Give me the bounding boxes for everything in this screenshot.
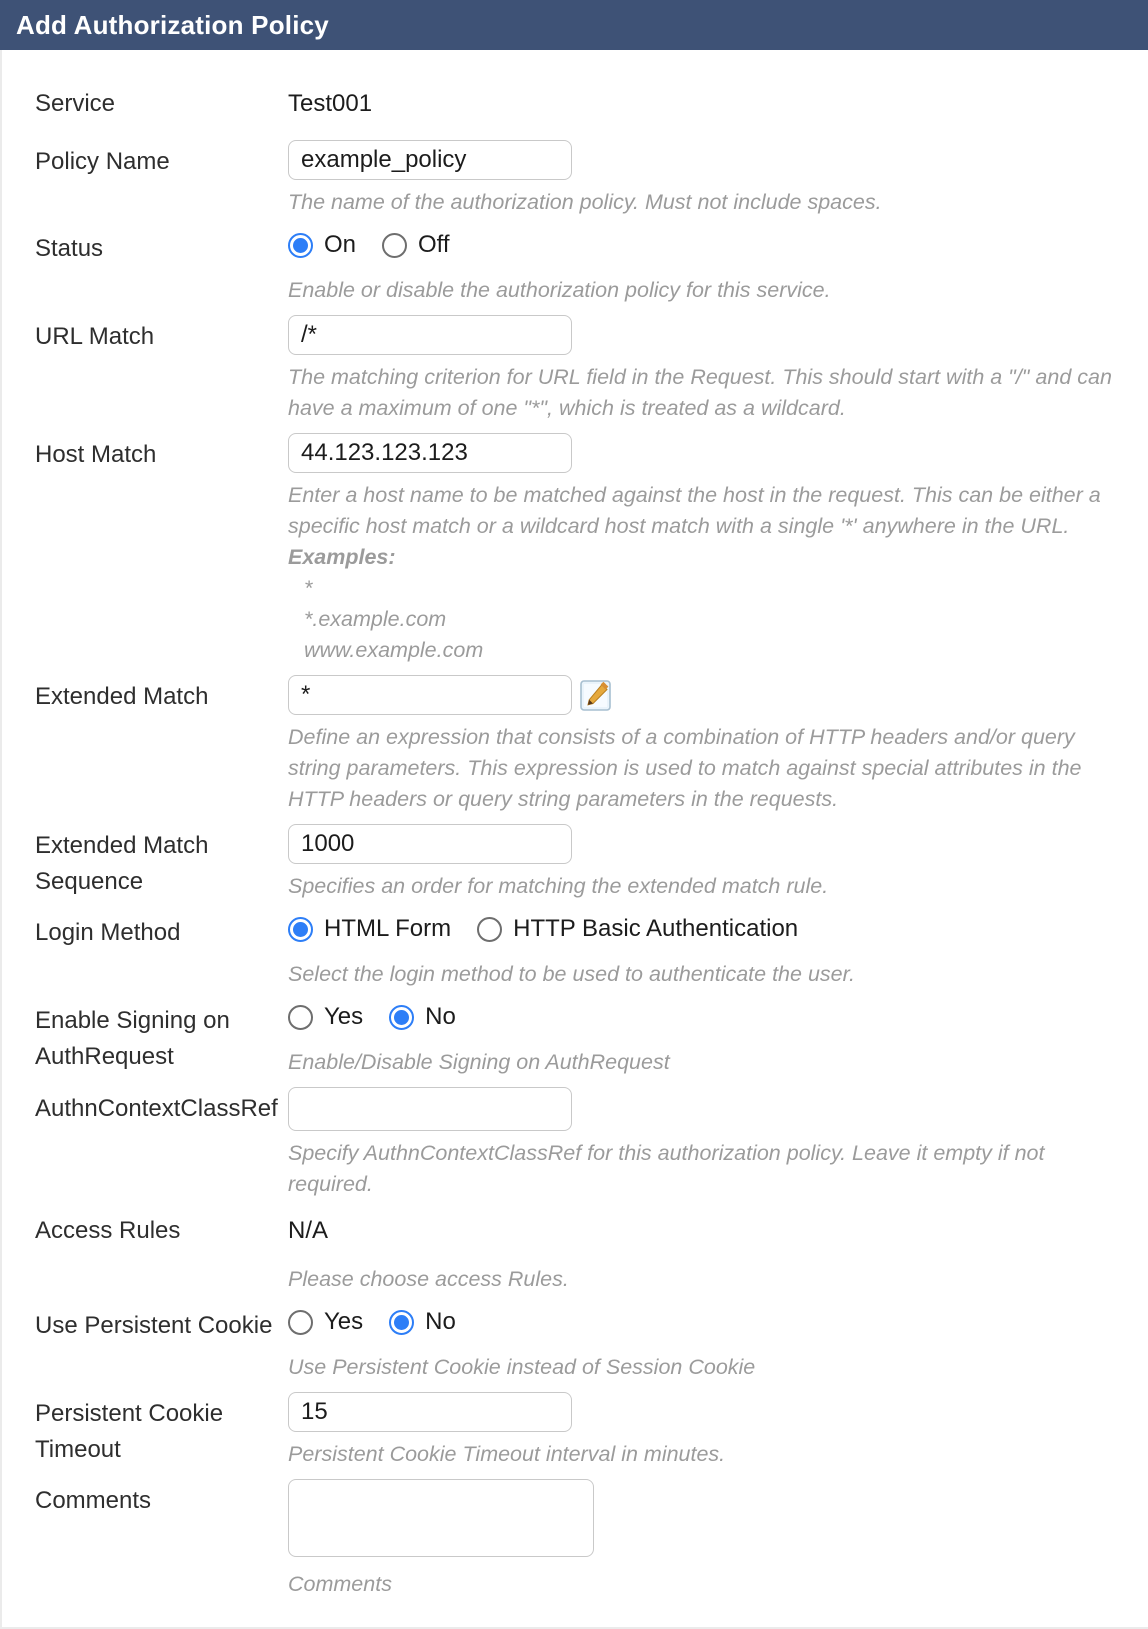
status-help: Enable or disable the authorization policy for this service.	[288, 278, 831, 302]
radio-circle-icon	[382, 233, 407, 258]
field-row-extended-match	[2, 675, 1148, 815]
field-row-url-match	[2, 315, 1148, 424]
host-match-example: *	[304, 576, 313, 600]
status-off-radio[interactable]	[382, 231, 450, 259]
login-method-radio-group	[288, 911, 1148, 943]
login-method-html-form-radio[interactable]	[288, 915, 451, 943]
use-persistent-cookie-radio-group	[288, 1304, 1148, 1336]
login-method-html-form-label: HTML Form	[324, 915, 452, 942]
enable-signing-no-label: No	[425, 1003, 456, 1030]
persistent-cookie-timeout-input[interactable]	[288, 1392, 572, 1432]
access-rules-label: Access Rules	[35, 1217, 181, 1244]
enable-signing-no-radio[interactable]	[389, 1003, 456, 1031]
login-method-http-basic-label: HTTP Basic Authentication	[513, 915, 799, 942]
extended-match-sequence-help: Specifies an order for matching the extended match rule.	[288, 874, 829, 898]
use-persistent-cookie-no-label: No	[425, 1308, 456, 1335]
extended-match-sequence-label: Extended Match Sequence	[35, 832, 209, 895]
authn-context-class-ref-help: Specify AuthnContextClassRef for this authorization policy. Leave it empty if not required.	[288, 1141, 1045, 1196]
radio-circle-icon	[389, 1005, 414, 1030]
policy-name-input[interactable]	[288, 140, 572, 180]
field-row-authn-context-class-ref	[2, 1087, 1148, 1200]
radio-circle-icon	[389, 1310, 414, 1335]
host-match-example: www.example.com	[304, 638, 484, 662]
access-rules-value: N/A	[288, 1217, 329, 1244]
extended-match-input[interactable]	[288, 675, 572, 715]
enable-signing-help: Enable/Disable Signing on AuthRequest	[288, 1050, 670, 1074]
field-row-extended-match-sequence	[2, 824, 1148, 902]
extended-match-help: Define an expression that consists of a combination of HTTP headers and/or query string parameters. This expression is used to match against special attributes in the HTTP headers or query string parameters in the requests.	[288, 725, 1082, 811]
extended-match-sequence-input[interactable]	[288, 824, 572, 864]
field-row-access-rules	[2, 1209, 1148, 1295]
login-method-help: Select the login method to be used to authenticate the user.	[288, 962, 855, 986]
field-row-enable-signing	[2, 999, 1148, 1078]
url-match-label: URL Match	[35, 323, 155, 350]
status-radio-group	[288, 227, 1148, 259]
login-method-label: Login Method	[35, 919, 181, 946]
host-match-help	[288, 480, 1126, 666]
persistent-cookie-timeout-help: Persistent Cookie Timeout interval in minutes.	[288, 1442, 726, 1466]
host-match-examples-label: Examples:	[288, 545, 396, 569]
field-row-persistent-cookie-timeout	[2, 1392, 1148, 1470]
field-row-status	[2, 227, 1148, 306]
status-on-label: On	[324, 231, 357, 258]
pencil-edit-icon	[580, 699, 611, 714]
use-persistent-cookie-yes-label: Yes	[324, 1308, 364, 1335]
page-title: Add Authorization Policy	[16, 9, 329, 40]
status-off-label: Off	[418, 231, 450, 258]
radio-circle-icon	[288, 1005, 313, 1030]
host-match-help-text: Enter a host name to be matched against the host in the request. This can be either a specific host match or a wildcard host match with a single '*' anywhere in the URL.	[288, 483, 1101, 538]
field-row-use-persistent-cookie	[2, 1304, 1148, 1383]
policy-name-help: The name of the authorization policy. Must not include spaces.	[288, 190, 882, 214]
use-persistent-cookie-help: Use Persistent Cookie instead of Session Cookie	[288, 1355, 756, 1379]
host-match-example: *.example.com	[304, 607, 447, 631]
enable-signing-yes-label: Yes	[324, 1003, 364, 1030]
url-match-input[interactable]	[288, 315, 572, 355]
authn-context-class-ref-label: AuthnContextClassRef	[35, 1095, 278, 1122]
radio-circle-icon	[288, 233, 313, 258]
host-match-label: Host Match	[35, 441, 157, 468]
enable-signing-label: Enable Signing on AuthRequest	[35, 1007, 230, 1070]
status-on-radio[interactable]	[288, 231, 356, 259]
persistent-cookie-timeout-label: Persistent Cookie Timeout	[35, 1400, 224, 1463]
radio-circle-icon	[288, 917, 313, 942]
field-row-policy-name	[2, 140, 1148, 218]
use-persistent-cookie-no-radio[interactable]	[389, 1308, 456, 1336]
policy-name-label: Policy Name	[35, 148, 170, 175]
field-row-service	[2, 82, 1148, 122]
field-row-comments	[2, 1479, 1148, 1600]
comments-textarea[interactable]	[288, 1479, 594, 1557]
radio-circle-icon	[288, 1310, 313, 1335]
field-row-login-method	[2, 911, 1148, 990]
enable-signing-yes-radio[interactable]	[288, 1003, 363, 1031]
use-persistent-cookie-label: Use Persistent Cookie	[35, 1312, 273, 1339]
use-persistent-cookie-yes-radio[interactable]	[288, 1308, 363, 1336]
authorization-policy-form	[0, 50, 1148, 1629]
access-rules-help: Please choose access Rules.	[288, 1267, 569, 1291]
host-match-input[interactable]	[288, 433, 572, 473]
url-match-help: The matching criterion for URL field in the Request. This should start with a "/" and can have a maximum of one "*", which is treated as a wildcard.	[288, 365, 1112, 420]
service-label: Service	[35, 90, 116, 117]
comments-help: Comments	[288, 1572, 392, 1596]
extended-match-edit-button[interactable]	[580, 680, 611, 711]
authn-context-class-ref-input[interactable]	[288, 1087, 572, 1131]
login-method-http-basic-radio[interactable]	[477, 915, 798, 943]
service-value: Test001	[288, 90, 373, 117]
status-label: Status	[35, 235, 104, 262]
radio-circle-icon	[477, 917, 502, 942]
field-row-host-match	[2, 433, 1148, 666]
extended-match-label: Extended Match	[35, 683, 209, 710]
dialog-titlebar	[0, 0, 1148, 50]
comments-label: Comments	[35, 1487, 152, 1514]
enable-signing-radio-group	[288, 999, 1148, 1031]
